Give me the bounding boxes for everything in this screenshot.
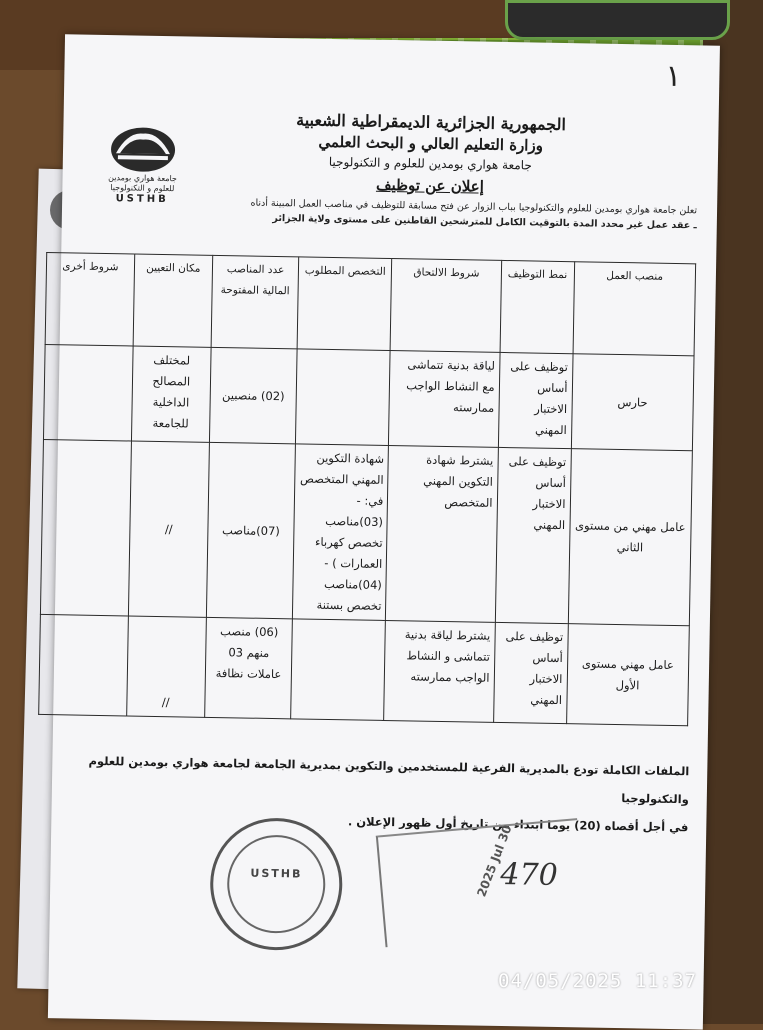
- letter-header: [192, 109, 668, 199]
- device-corner: [505, 0, 730, 40]
- header-count: عدد المناصب المالية المفتوحة: [211, 255, 299, 348]
- table-header-row: [45, 252, 696, 355]
- stamp-text: USTHB: [250, 866, 303, 881]
- logo-latin-text: USTHB: [115, 193, 169, 206]
- stamp-inner-ring: [226, 834, 326, 934]
- footer-line-1: الملفات الكاملة تودع بالمديرية الفرعية للمستخدمين والتكوين بمديرية الجامعة لجامعة هواري بومدين للعلوم والتكنولوجيا: [88, 753, 690, 807]
- header-mode: نمط التوظيف: [500, 260, 575, 353]
- cell-specialty: شهادة التكوين المهني المتخصص في: -(03)مناصب تخصص كهرباء العمارات ) -(04)مناصب تخصص بستنة: [293, 444, 389, 621]
- cell-post: عامل مهني من مستوى الثاني: [568, 449, 692, 626]
- logo-icon: [108, 123, 179, 174]
- date-stamp: 2025 Jul 30: [474, 823, 515, 899]
- logo-arabic-caption: جامعة هواري بومدين للعلوم و التكنولوجيا: [108, 173, 177, 194]
- intro-paragraph: [82, 193, 697, 234]
- header-conditions: شروط الالتحاق: [390, 259, 501, 353]
- footer-line-2: في أجل أقصاه (20) يوما ابتداء من تاريخ أول ظهور الإعلان .: [347, 814, 689, 835]
- jobs-table: [38, 252, 696, 726]
- intro-line-2: ـ عقد عمل غير محدد المدة بالتوقيت الكامل للمترشحين القاطنين على مستوى ولاية الجزائر: [272, 212, 697, 232]
- header-post: منصب العمل: [573, 262, 696, 356]
- document-title: إعلان عن توظيف: [375, 175, 485, 196]
- table-row: [40, 439, 692, 625]
- header-republic: الجمهورية الجزائرية الديمقراطية الشعبية: [296, 110, 567, 135]
- page-number: ١: [664, 58, 682, 95]
- cell-other: [43, 344, 133, 441]
- cell-place: //: [127, 616, 207, 717]
- signature: 470: [500, 857, 559, 894]
- cell-post: عامل مهني مستوى الأول: [566, 624, 689, 726]
- table-row: [43, 344, 694, 450]
- cell-count: (02) منصبين: [209, 347, 297, 443]
- cell-post: حارس: [571, 354, 694, 451]
- table-row: [39, 614, 690, 725]
- cell-count: (07)مناصب: [206, 442, 296, 618]
- cell-count: (06) منصب منهم 03 عاملات نظافة: [204, 617, 292, 718]
- cell-specialty: [296, 349, 391, 446]
- footer-notice: [71, 747, 689, 842]
- photo-timestamp: 04/05/2025 11:37: [498, 970, 698, 992]
- header-other: شروط أخرى: [45, 252, 134, 346]
- round-stamp: [209, 817, 343, 951]
- header-place: مكان التعيين: [133, 254, 213, 347]
- header-specialty: التخصص المطلوب: [297, 257, 392, 351]
- cell-mode: توظيف على أساس الاختبار المهني: [498, 352, 573, 448]
- cell-specialty: [291, 619, 386, 721]
- cell-conditions: يشترط لياقة بدنية تتماشى و النشاط الواجب ممارسته: [384, 620, 495, 722]
- cell-place: لمختلف المصالح الداخلية للجامعة: [131, 346, 211, 442]
- cell-mode: توظيف على أساس الاختبار المهني: [495, 447, 571, 623]
- header-university: جامعة هواري بومدين للعلوم و التكنولوجيا: [328, 154, 532, 173]
- cell-conditions: لياقة بدنية تتماشى مع النشاط الواجب ممارسته: [389, 351, 500, 448]
- cell-conditions: يشترط شهادة التكوين المهني المتخصص: [386, 445, 498, 622]
- cell-place: //: [128, 441, 209, 617]
- header-ministry: وزارة التعليم العالي و البحث العلمي: [318, 132, 544, 155]
- cell-other: [40, 439, 131, 616]
- announcement-sheet: [48, 34, 720, 1029]
- cell-other: [39, 614, 129, 716]
- intro-line-1: تعلن جامعة هواري بومدين للعلوم والتكنولوجيا بباب الزوار عن فتح مسابقة للتوظيف في مناصب العمل المبينة أدناه: [250, 197, 698, 217]
- cell-mode: توظيف على أساس الاختبار المهني: [493, 622, 568, 723]
